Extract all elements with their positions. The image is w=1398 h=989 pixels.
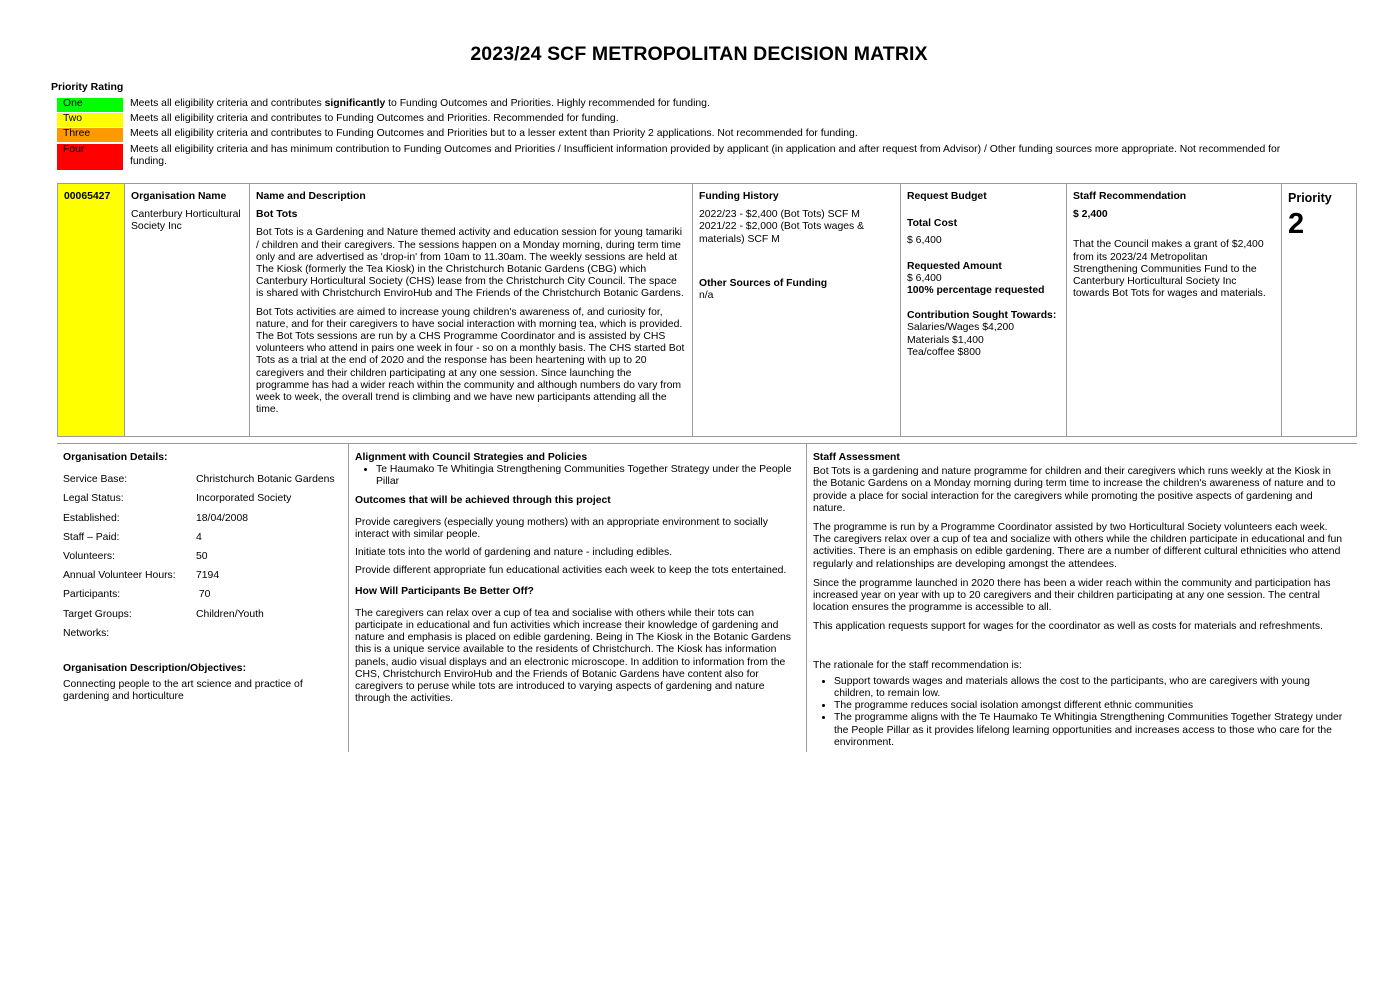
- request-budget-heading: Request Budget: [907, 191, 987, 202]
- detail-row: Networks:: [63, 627, 110, 639]
- organisation-name-heading: Organisation Name: [131, 191, 227, 202]
- organisation-cell: [125, 184, 250, 436]
- detail-row: Volunteers: 50: [63, 550, 208, 562]
- contribution-item: Salaries/Wages $4,200: [907, 322, 1015, 334]
- alignment-heading: Alignment with Council Strategies and Policies: [355, 452, 588, 463]
- assessment-paragraph: This application requests support for wages for the coordinator as well as costs for materials and refreshments.: [813, 621, 1323, 633]
- rationale-item: • The programme aligns with the Te Haumako Te Whitingia Strengthening Communities Together Strategy under the People Pillar as it provides lifelong learning opportunities and increases access to those who care for the environment.: [834, 712, 1344, 749]
- staff-assessment-heading: Staff Assessment: [813, 452, 900, 463]
- requested-amount-value: $ 6,400: [907, 272, 942, 284]
- request-budget-cell: [901, 184, 1067, 436]
- contribution-label: Contribution Sought Towards:: [907, 310, 1057, 322]
- priority-desc-three: Meets all eligibility criteria and contributes to Funding Outcomes and Priorities but to a lesser extent than Priority 2 applications. Not recommended for funding.: [130, 128, 858, 139]
- contribution-item: Materials $1,400: [907, 334, 984, 346]
- alignment-list: [355, 464, 796, 488]
- detail-row: Annual Volunteer Hours: 7194: [63, 570, 220, 582]
- detail-row: Service Base: Christchurch Botanic Gardens: [63, 474, 335, 486]
- staff-recommendation-heading: Staff Recommendation: [1073, 191, 1187, 202]
- alignment-section: [349, 444, 806, 752]
- priority-cell: [1282, 184, 1356, 436]
- organisation-name: Canterbury Horticultural Society Inc: [131, 209, 241, 233]
- detail-row: Established: 18/04/2008: [63, 512, 249, 524]
- priority-value: 2: [1288, 208, 1305, 240]
- priority-swatch-three: Three: [57, 128, 123, 142]
- better-off-heading: How Will Participants Be Better Off?: [355, 585, 534, 597]
- staff-recommendation-text: That the Council makes a grant of $2,400 from its 2023/24 Metropolitan Strengthening Communities Fund to the Canterbury Horticultural Society Inc towards Bot Tots for wages and materials.: [1073, 239, 1266, 300]
- name-description-heading: Name and Description: [256, 191, 366, 202]
- priority-row-three: [57, 128, 1317, 142]
- other-funding-heading: Other Sources of Funding: [699, 277, 828, 289]
- percentage-requested: 100% percentage requested: [907, 285, 1045, 297]
- detail-row: Participants: 70: [63, 589, 211, 601]
- description-paragraph: Bot Tots is a Gardening and Nature themed activity and education session for young tamariki / children and their caregivers. The sessions happen on a Monday morning, during term time only and are advertised as 'drop-in' from 10am to 11.30am. The weekly sessions are held at The Kiosk (formerly the Tea Kiosk) in the Christchurch Botanic Gardens (CBG) which Canterbury Horticultural Society (CHS) lease from the Christchurch City Council. The space is shared with Christchurch EnviroHub and The Friends of the Christchurch Botanic Gardens.: [256, 227, 684, 300]
- total-cost-label: Total Cost: [907, 218, 958, 230]
- assessment-paragraph: The programme is run by a Programme Coordinator assisted by two Horticultural Society volunteers each week. The caregivers relax over a cup of tea and socialize with others while the children participate in educational and fun activities. There is an emphasis on edible gardening. There are a number of different cultural ethnicities who attend regularly and relationships are developing amongst the attendees.: [813, 522, 1343, 570]
- staff-recommendation-cell: [1067, 184, 1282, 436]
- description-cell: [250, 184, 693, 436]
- funding-history: 2022/23 - $2,400 (Bot Tots) SCF M 2021/22 - $2,000 (Bot Tots wages & materials) SCF M: [699, 209, 865, 245]
- alignment-item: • Te Haumako Te Whitingia Strengthening Communities Together Strategy under the People Pillar: [376, 464, 796, 488]
- total-cost-value: $ 6,400: [907, 235, 942, 247]
- outcome-item: Provide different appropriate fun educational activities each week to keep the tots entertained.: [355, 565, 787, 577]
- contribution-item: Tea/coffee $800: [907, 346, 981, 358]
- priority-swatch-one: One: [57, 98, 123, 112]
- staff-recommendation-amount: $ 2,400: [1073, 209, 1108, 221]
- requested-amount-label: Requested Amount: [907, 260, 1002, 272]
- other-funding-value: n/a: [699, 290, 714, 302]
- priority-desc-two: Meets all eligibility criteria and contributes to Funding Outcomes and Priorities. Recommended for funding.: [130, 113, 619, 124]
- org-description: Connecting people to the art science and practice of gardening and horticulture: [63, 679, 303, 703]
- funding-history-cell: [693, 184, 901, 436]
- application-id: 00065427: [64, 191, 111, 202]
- outcomes-heading: Outcomes that will be achieved through this project: [355, 494, 611, 506]
- application-table: [57, 183, 1357, 437]
- outcome-item: Provide caregivers (especially young mothers) with an appropriate environment to socially interact with similar people.: [355, 516, 768, 541]
- detail-row: Staff – Paid: 4: [63, 531, 202, 543]
- organisation-details: [57, 444, 348, 752]
- rationale-heading: The rationale for the staff recommendation is:: [813, 659, 1022, 671]
- organisation-details-heading: Organisation Details:: [63, 452, 168, 463]
- priority-desc-four: Meets all eligibility criteria and has minimum contribution to Funding Outcomes and Priorities / Insufficient information provided by applicant (in application and after request from Advisor) / Other funding sources more appropriate. Not recommended for funding.: [130, 144, 1281, 168]
- priority-row-four: [57, 144, 1317, 170]
- better-off-text: The caregivers can relax over a cup of tea and socialise with others while their tots can participate in educational and fun activities which increase their knowledge of gardening and nature and emphasis is placed on edible gardening. Being in The Kiosk in the Botanic Gardens this is a unique service available to the residents of Christchurch. The Kiosk has information panels, audio visual displays and an electronic microscope. In addition to information from the CHS, Christchurch EnviroHub and the Friends of Botanic Gardens have content also for caregivers to peruse while tots are introduced to varying aspects of gardening and nature through the activities.: [355, 607, 791, 705]
- assessment-paragraph: Bot Tots is a gardening and nature programme for children and their caregivers which runs weekly at the Kiosk in the Botanic Gardens on a Monday morning during term time to increase the children's awareness of nature and to provide a place for social interaction for the caregivers while promoting the positive aspects of gardening and nature.: [813, 466, 1336, 514]
- org-description-heading: Organisation Description/Objectives:: [63, 662, 247, 674]
- priority-rating-heading: Priority Rating: [51, 81, 124, 93]
- staff-assessment-section: [807, 444, 1352, 752]
- priority-row-one: [57, 98, 1317, 112]
- detail-row: Target Groups: Children/Youth: [63, 608, 264, 620]
- priority-desc-one: Meets all eligibility criteria and contributes significantly to Funding Outcomes and Priorities. Highly recommended for funding.: [130, 98, 710, 109]
- description-paragraph: Bot Tots activities are aimed to increase young children's awareness of, and curiosity for, nature, and for their caregivers to have social interaction with morning tea, which is provided. The Bot Tots sessions are run by a CHS Programme Coordinator and is assisted by CHS volunteers who attend in pairs one week in four - so on a monthly basis. The CHS started Bot Tots as a trial at the end of 2020 and the response has been heartening with up to 20 caregivers and their children participating at any one session. Since launching the programme has had a wider reach within the community and although numbers do vary from week to week, the overall trend is climbing and we have new participants attending all the time.: [256, 306, 685, 416]
- rationale-item: • The programme reduces social isolation amongst different ethnic communities: [834, 700, 1344, 712]
- priority-heading: Priority: [1288, 191, 1332, 205]
- priority-row-two: [57, 113, 1317, 127]
- rationale-item: • Support towards wages and materials allows the cost to the participants, who are caregivers with young children, to remain low.: [834, 676, 1344, 700]
- rationale-list: [813, 676, 1344, 749]
- project-name: Bot Tots: [256, 209, 298, 221]
- outcome-item: Initiate tots into the world of gardening and nature - including edibles.: [355, 547, 673, 559]
- detail-row: Legal Status: Incorporated Society: [63, 493, 292, 505]
- priority-swatch-two: Two: [57, 113, 123, 127]
- funding-history-heading: Funding History: [699, 191, 779, 202]
- application-id-cell: [58, 184, 125, 436]
- priority-swatch-four: Four: [57, 144, 123, 170]
- page-title: 2023/24 SCF METROPOLITAN DECISION MATRIX: [470, 43, 928, 65]
- assessment-paragraph: Since the programme launched in 2020 there has been a wider reach within the community and participation has increased year on year with up to 20 caregivers and their children participating at any one session. The central location ensures the programme is accessible to all.: [813, 577, 1331, 614]
